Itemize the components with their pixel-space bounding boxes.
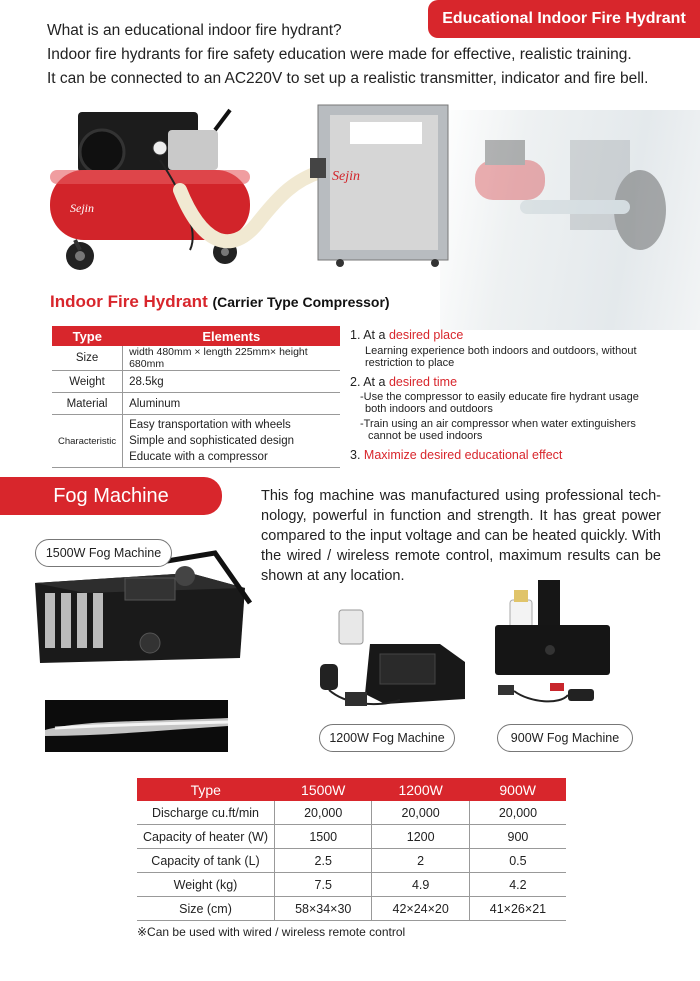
fog-spec-value: 42×24×20: [372, 897, 469, 921]
label-1500w: 1500W Fog Machine: [35, 539, 172, 567]
fog-machine-1200-photo: [315, 604, 465, 716]
label-900w: 900W Fog Machine: [497, 724, 633, 752]
spec-value: 28.5kg: [123, 371, 340, 393]
purpose-highlight: Maximize desired educational effect: [363, 448, 563, 462]
fog-header-1500: 1500W: [275, 778, 372, 801]
purpose-number: 2. At a: [350, 375, 386, 389]
purpose-2-desc: -Train using an air compressor when water extinguishers: [360, 418, 636, 430]
fog-spec-key: Capacity of heater (W): [137, 825, 275, 849]
fog-spec-value: 41×26×21: [469, 897, 566, 921]
hydrant-subtitle-text: (Carrier Type Compressor): [212, 294, 390, 310]
purpose-highlight: desired place: [388, 328, 464, 342]
fog-spec-key: Capacity of tank (L): [137, 849, 275, 873]
fog-spec-key: Discharge cu.ft/min: [137, 801, 275, 825]
spec-key: Size: [52, 346, 123, 371]
purpose-2-desc: both indoors and outdoors: [365, 403, 493, 415]
fog-spec-value: 20,000: [469, 801, 566, 825]
characteristic-line: Educate with a compressor: [129, 451, 268, 463]
purpose-2-heading: [350, 375, 457, 389]
fog-spec-value: 4.2: [469, 873, 566, 897]
fog-spec-value: 1500: [275, 825, 372, 849]
fog-header-900: 900W: [469, 778, 566, 801]
table-row: [137, 873, 566, 897]
table-row: [137, 801, 566, 825]
spec-value-characteristic: [123, 415, 340, 468]
fog-spec-value: 0.5: [469, 849, 566, 873]
fog-spec-value: 2: [372, 849, 469, 873]
table-row: [52, 346, 340, 371]
fog-output-photo: [45, 700, 228, 752]
fog-machine-1500-photo: [25, 548, 255, 688]
fog-spec-value: 20,000: [275, 801, 372, 825]
table-row: [137, 825, 566, 849]
purpose-number: 1. At a: [350, 328, 386, 342]
purpose-1-heading: [350, 328, 463, 342]
training-scene-illustration: [475, 140, 666, 250]
fog-header-type: Type: [137, 778, 275, 801]
purpose-3-heading: [350, 448, 562, 462]
spec-value: Aluminum: [123, 393, 340, 415]
fog-spec-key: Size (cm): [137, 897, 275, 921]
hydrant-title-text: Indoor Fire Hydrant: [50, 292, 208, 311]
spec-header-elements: Elements: [123, 326, 340, 346]
hydrant-section-title: [50, 292, 390, 312]
table-row: [52, 371, 340, 393]
spec-key: Characteristic: [52, 415, 123, 468]
fog-header-1200: 1200W: [372, 778, 469, 801]
intro-question: What is an educational indoor fire hydrant?: [47, 22, 342, 39]
characteristic-line: Simple and sophisticated design: [129, 435, 295, 447]
purpose-highlight: desired time: [388, 375, 458, 389]
spec-header-type: Type: [52, 326, 123, 346]
intro-line-2: It can be connected to an AC220V to set up a realistic transmitter, indicator and fire bell.: [47, 70, 649, 87]
fog-spec-value: 20,000: [372, 801, 469, 825]
hydrant-spec-table: [52, 326, 340, 468]
purpose-1-desc: restriction to place: [365, 357, 455, 369]
fog-spec-value: 2.5: [275, 849, 372, 873]
fog-spec-table: [137, 778, 566, 921]
fog-spec-value: 900: [469, 825, 566, 849]
fog-spec-value: 4.9: [372, 873, 469, 897]
purpose-2-desc: -Use the compressor to easily educate fire hydrant usage: [360, 391, 639, 403]
spec-key: Weight: [52, 371, 123, 393]
fog-spec-value: 58×34×30: [275, 897, 372, 921]
label-1200w: 1200W Fog Machine: [319, 724, 455, 752]
purpose-2-desc: cannot be used indoors: [368, 430, 483, 442]
fog-spec-key: Weight (kg): [137, 873, 275, 897]
characteristic-line: Easy transportation with wheels: [129, 419, 291, 431]
hydrant-cabinet-illustration: [310, 105, 448, 267]
category-tab: Educational Indoor Fire Hydrant: [428, 0, 700, 38]
fog-section-tag: Fog Machine: [0, 477, 222, 515]
table-row: [137, 849, 566, 873]
spec-key: Material: [52, 393, 123, 415]
table-row: [52, 393, 340, 415]
fog-description: This fog machine was manufactured using professional tech-nology, powerful in function and strength. It has great power compared to the input voltage and can be heated quickly. With the wired / wireless remote control, maximum results can be shown at any location.: [261, 488, 661, 584]
fog-footnote: ※Can be used with wired / wireless remote control: [137, 925, 406, 939]
fog-spec-value: 7.5: [275, 873, 372, 897]
intro-line-1: Indoor fire hydrants for fire safety education were made for effective, realistic training.: [47, 46, 632, 63]
cabinet-brand-label: Sejin: [332, 169, 360, 184]
table-row: [137, 897, 566, 921]
spec-value: width 480mm × length 225mm× height 680mm: [123, 346, 340, 371]
fog-spec-value: 1200: [372, 825, 469, 849]
compressor-brand-label: Sejin: [70, 201, 94, 215]
table-row: [52, 415, 340, 468]
purpose-number: 3.: [350, 448, 361, 462]
fog-machine-900-photo: [490, 575, 615, 715]
purpose-1-desc: Learning experience both indoors and outdoors, without: [365, 345, 637, 357]
